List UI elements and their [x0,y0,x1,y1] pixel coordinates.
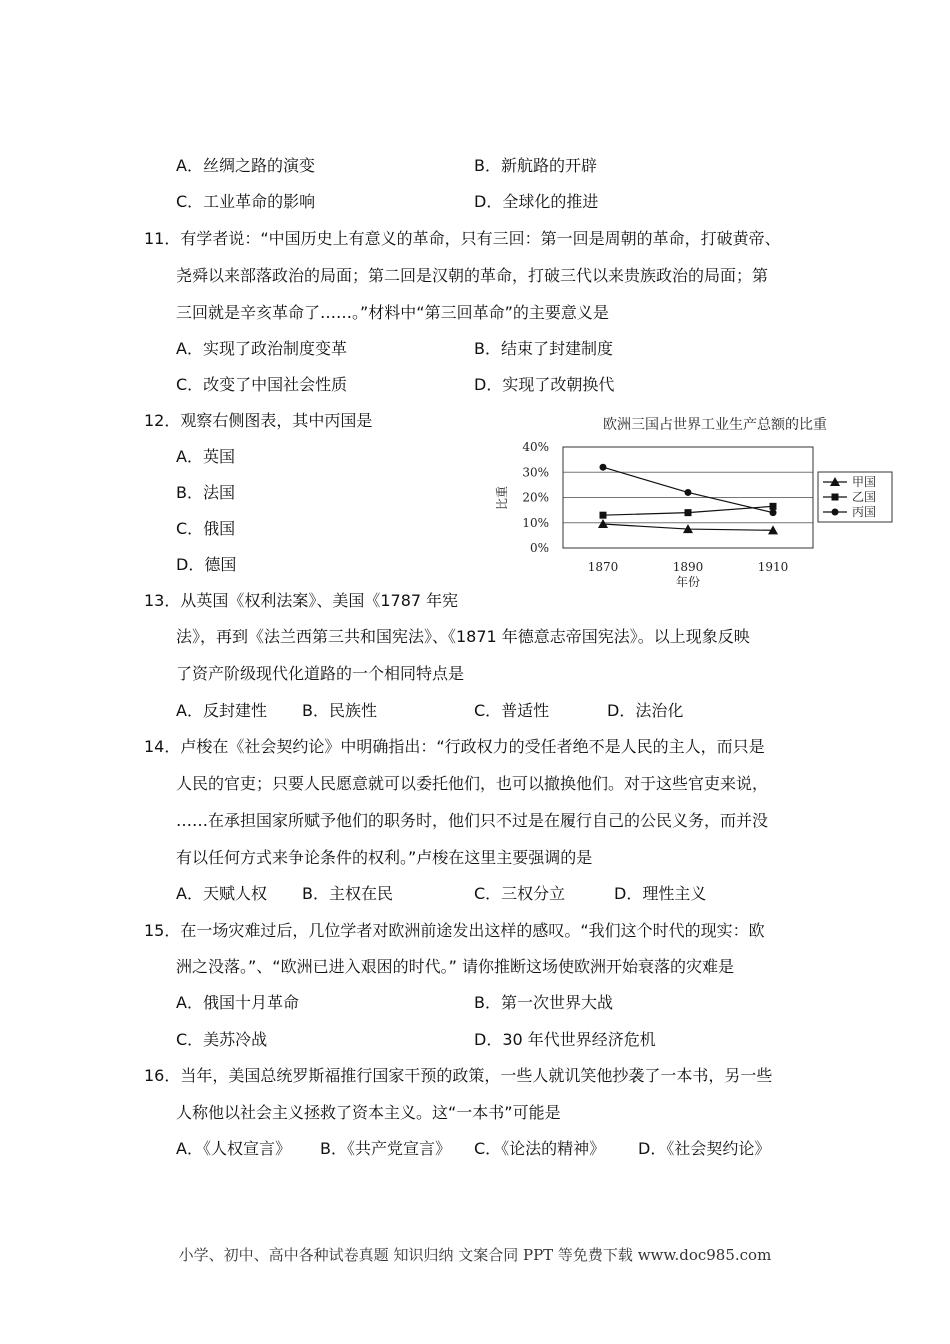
q12-option-c: C．俄国 [176,519,236,538]
q13-option-a: A．反封建性 [176,701,267,720]
q10-option-b: B．新航路的开辟 [474,156,597,175]
chart-point [685,489,692,496]
q12-option-b: B．法国 [176,483,235,502]
chart-y-tick-label: 10% [522,515,549,530]
q13-stem-line-2: 法》，再到《法兰西第三共和国宪法》、《1871 年德意志帝国宪法》。以上现象反映 [176,627,750,646]
q11-option-a: A．实现了政治制度变革 [176,339,347,358]
q11-stem-line-2: 尧舜以来部落政治的局面；第二回是汉朝的革命，打破三代以来贵族政治的局面；第 [176,266,769,285]
q13-stem-line-1: 13．从英国《权利法案》、美国《1787 年宪 [144,591,459,610]
chart-point [770,509,777,516]
q16-option-c: C．《论法的精神》 [474,1139,606,1158]
q16-stem-line-1: 16．当年，美国总统罗斯福推行国家干预的政策，一些人就讥笑他抄袭了一本书，另一些 [144,1066,773,1085]
page-footer: 小学、初中、高中各种试卷真题 知识归纳 文案合同 PPT 等免费下载 www.doc985.com [178,1246,772,1264]
q14-option-b: B．主权在民 [302,884,393,903]
chart-x-tick-label: 1870 [587,560,619,574]
chart-title: 欧洲三国占世界工业生产总额的比重 [603,417,827,433]
q10-option-c: C．工业革命的影响 [176,192,316,211]
q10-option-d: D．全球化的推进 [474,192,599,211]
chart-y-tick-label: 0% [529,541,549,555]
q15-option-b: B．第一次世界大战 [474,993,613,1012]
q11-option-d: D．实现了改朝换代 [474,375,615,394]
q11-stem-line-1: 11．有学者说：“中国历史上有意义的革命，只有三回：第一回是周朝的革命，打破黄帝、 [144,229,781,248]
q14-stem-line-2: 人民的官吏；只要人民愿意就可以委托他们，也可以撤换他们。对于这些官吏来说， [176,774,769,793]
q15-stem-line-2: 洲之没落。”、“欧洲已进入艰困的时代。” 请你推断这场使欧洲开始衰落的灾难是 [176,957,734,976]
q10-option-a: A．丝绸之路的演变 [176,156,315,175]
q11-option-b: B．结束了封建制度 [474,339,613,358]
chart-x-tick-label: 1890 [672,560,704,574]
chart-point [600,464,607,471]
q15-option-c: C．美苏冷战 [176,1030,268,1049]
q16-option-a: A．《人权宣言》 [176,1139,291,1158]
chart-point [600,512,607,519]
q16-option-b: B．《共产党宣言》 [320,1139,451,1158]
q14-option-a: A．天赋人权 [176,884,267,903]
chart-y-axis-label: 比重 [495,485,509,511]
chart-legend-label: 丙国 [852,505,877,519]
q12-stem: 12．观察右侧图表，其中丙国是 [144,411,373,430]
chart-point [685,509,692,516]
q14-stem-line-3: ……在承担国家所赋予他们的职务时，他们只不过是在履行自己的公民义务，而并没 [176,811,769,830]
q12-option-d: D．德国 [176,555,237,574]
q14-stem-line-4: 有以任何方式来争论条件的权利。”卢梭在这里主要强调的是 [176,848,593,867]
chart-y-tick-label: 30% [522,465,549,480]
chart-x-axis-label: 年份 [675,575,701,589]
q15-option-a: A．俄国十月革命 [176,993,299,1012]
chart-y-tick-label: 20% [522,490,549,505]
q14-option-d: D．理性主义 [614,884,707,903]
q15-stem-line-1: 15．在一场灾难过后，几位学者对欧洲前途发出这样的感叹。“我们这个时代的现实：欧 [144,921,765,940]
chart-legend-marker [832,509,839,516]
chart-point [598,519,608,528]
q12-option-a: A．英国 [176,447,235,466]
q16-option-d: D．《社会契约论》 [638,1139,771,1158]
chart-y-tick-label: 40% [522,440,549,454]
chart-svg [490,412,900,590]
chart-x-tick-label: 1910 [757,560,789,574]
q11-option-c: C．改变了中国社会性质 [176,375,348,394]
q13-option-c: C．普适性 [474,701,550,720]
chart-legend-marker [832,494,839,501]
chart-point [770,503,777,510]
q13-stem-line-3: 了资产阶级现代化道路的一个相同特点是 [176,664,465,683]
q14-stem-line-1: 14．卢梭在《社会契约论》中明确指出：“行政权力的受任者绝不是人民的主人，而只是 [144,737,765,756]
q11-stem-line-3: 三回就是辛亥革命了……。”材料中“第三回革命”的主要意义是 [176,303,609,322]
q14-option-c: C．三权分立 [474,884,566,903]
industrial-share-chart [490,412,900,590]
q13-option-b: B．民族性 [302,701,377,720]
q15-option-d: D．30 年代世界经济危机 [474,1030,656,1049]
q13-option-d: D．法治化 [607,701,684,720]
q16-stem-line-2: 人称他以社会主义拯救了资本主义。这“一本书”可能是 [176,1103,561,1122]
chart-legend-label: 甲国 [852,475,877,489]
chart-legend-label: 乙国 [852,490,877,504]
